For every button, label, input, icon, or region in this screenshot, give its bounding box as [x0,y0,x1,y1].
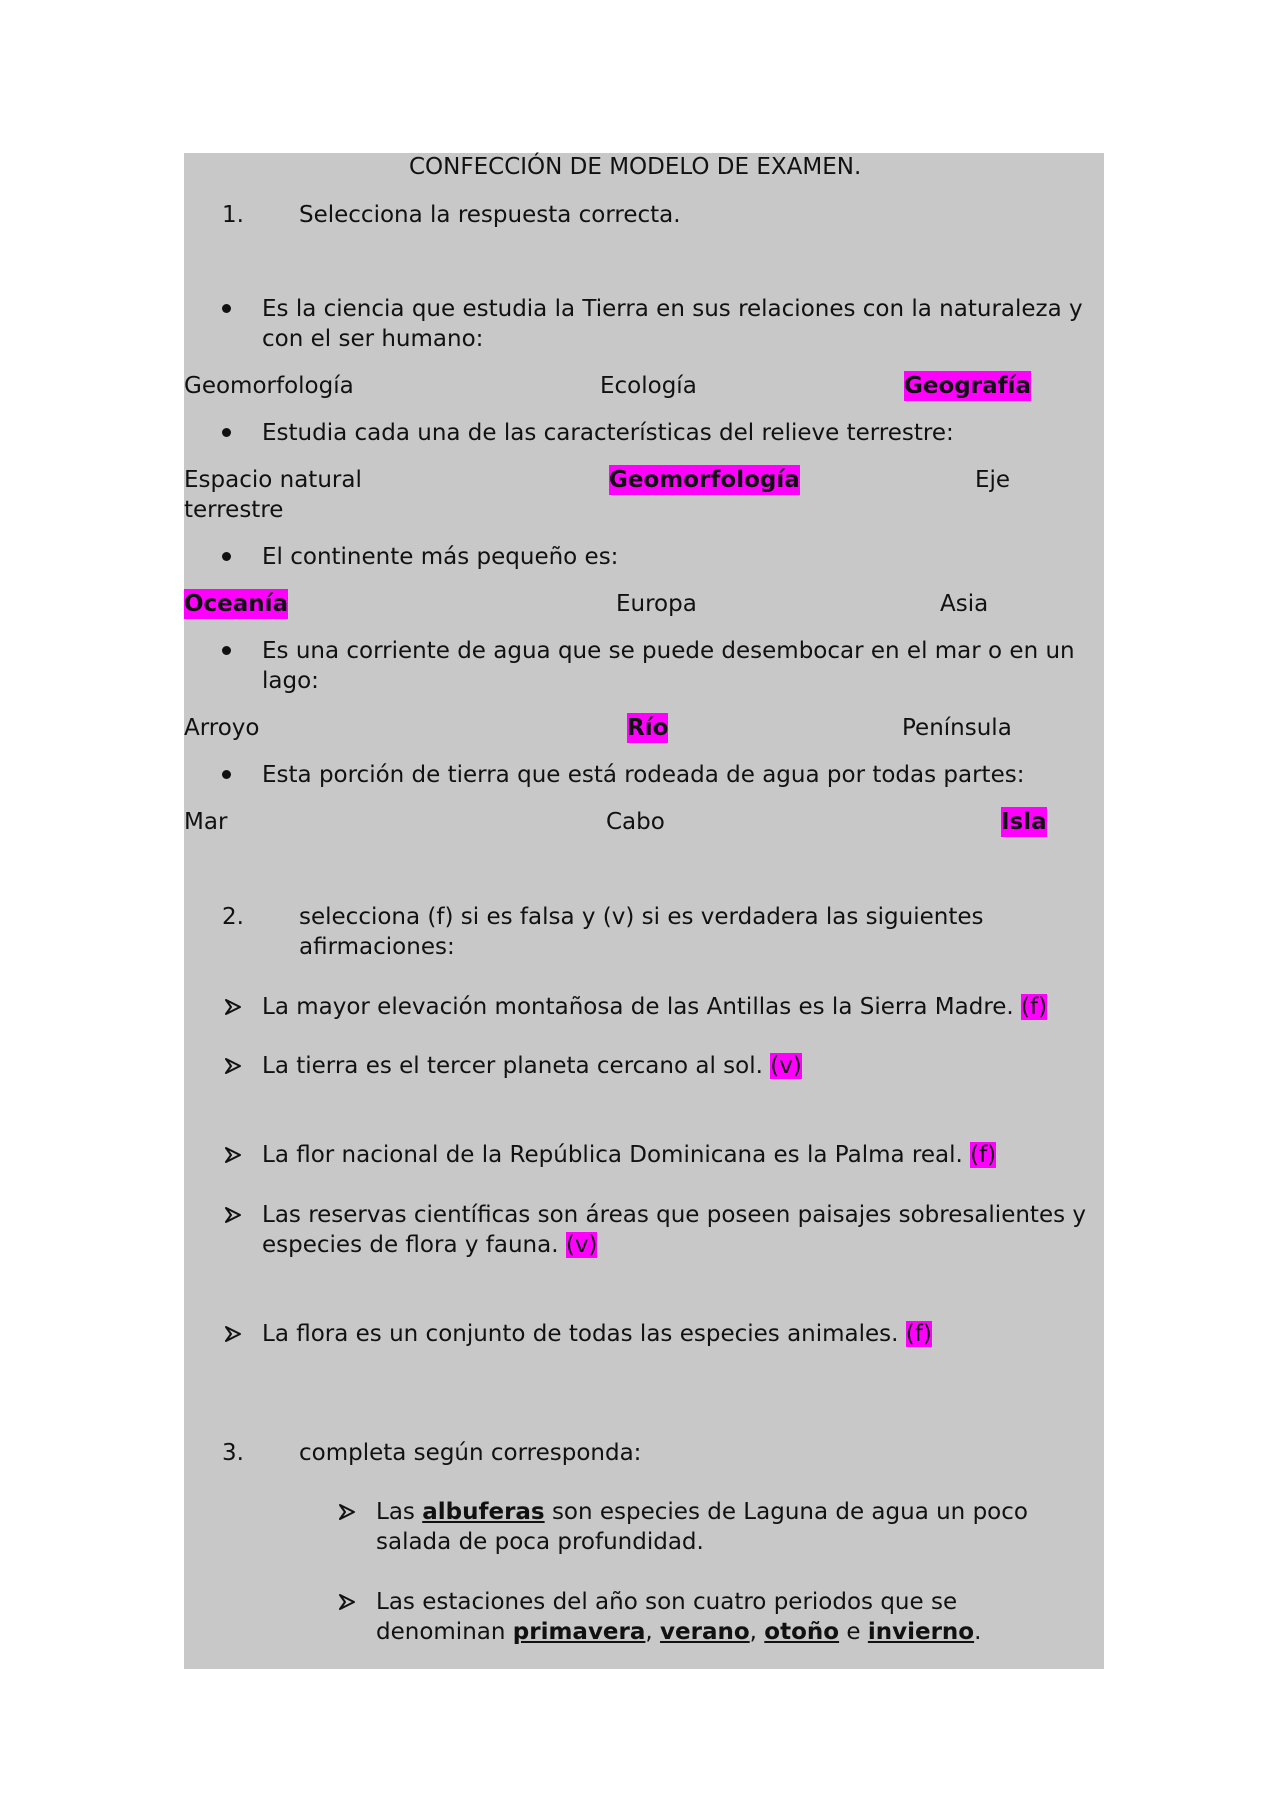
item2-before: Las estaciones del año son cuatro periodos que se denominan [376,1589,958,1645]
item2-end: . [974,1619,982,1645]
statement-3-mark: (f) [970,1142,997,1168]
section2-heading: selecciona (f) si es falsa y (v) si es verdadera las siguientes afirmaciones: [299,904,984,960]
q1-option-3-correct: Geografía [904,373,1032,399]
question-4-text: Es una corriente de agua que se puede desembocar en el mar o en un lago: [262,638,1075,694]
completion-item-1 [376,1497,1076,1557]
item1-after: son especies de Laguna de agua un poco salada de poca profundidad. [376,1499,1028,1555]
q1-option-2: Ecología [600,373,697,399]
q5-option-3-correct: Isla [1001,809,1047,835]
arrow-bullet-icon [338,1503,356,1521]
section2-number: 2. [222,904,244,930]
q3-option-2: Europa [616,591,697,617]
item1-before: Las [376,1499,415,1525]
statement-4-text: Las reservas científicas son áreas que poseen paisajes sobresalientes y especies de flora y fauna. [262,1202,1087,1258]
item2-answer-2: verano [660,1619,750,1645]
item2-sep-2: , [749,1619,757,1645]
q3-option-1-correct: Oceanía [184,591,289,617]
q3-option-3: Asia [940,591,989,617]
q5-option-1: Mar [184,809,228,835]
statement-4-mark: (v) [565,1232,598,1258]
statement-2-mark: (v) [770,1053,802,1079]
bullet-icon [222,428,231,437]
question-1-text: Es la ciencia que estudia la Tierra en sus relaciones con la naturaleza y con el ser humano: [262,296,1083,352]
item1-answer: albuferas [422,1499,545,1525]
statement-5-mark: (f) [905,1321,932,1347]
q4-option-3: Península [902,715,1012,741]
completion-item-2 [376,1587,1026,1647]
item2-answer-4: invierno [867,1619,975,1645]
statement-5 [262,1319,932,1349]
q2-option-1: Espacio natural [184,467,362,493]
arrow-bullet-icon [224,1146,242,1164]
q1-option-1: Geomorfología [184,373,354,399]
item2-answer-1: primavera [512,1619,646,1645]
question-5-text: Esta porción de tierra que está rodeada de agua por todas partes: [262,762,1025,788]
statement-2-text: La tierra es el tercer planeta cercano al sol. [262,1053,763,1079]
arrow-bullet-icon [224,1057,242,1075]
arrow-bullet-icon [224,998,242,1016]
exam-title: CONFECCIÓN DE MODELO DE EXAMEN. [409,154,862,180]
section1-heading: Selecciona la respuesta correcta. [299,202,681,228]
section3-heading: completa según corresponda: [299,1440,642,1466]
bullet-icon [222,552,231,561]
statement-2 [262,1051,802,1081]
arrow-bullet-icon [224,1325,242,1343]
statement-3 [262,1140,996,1170]
statement-1-mark: (f) [1021,994,1048,1020]
q5-option-2: Cabo [606,809,665,835]
q4-option-2-correct: Río [627,715,669,741]
section3-number: 3. [222,1440,244,1466]
arrow-bullet-icon [338,1593,356,1611]
statement-1 [262,992,1047,1022]
q2-option-3-line2: terrestre [184,497,284,523]
statement-4 [262,1200,1104,1260]
statement-1-text: La mayor elevación montañosa de las Antillas es la Sierra Madre. [262,994,1014,1020]
item2-answer-3: otoño [764,1619,840,1645]
statement-3-text: La flor nacional de la República Dominicana es la Palma real. [262,1142,963,1168]
question-3-text: El continente más pequeño es: [262,544,619,570]
arrow-bullet-icon [224,1206,242,1224]
q2-option-3-line1: Eje [975,467,1011,493]
bullet-icon [222,770,231,779]
bullet-icon [222,304,231,313]
bullet-icon [222,646,231,655]
section1-number: 1. [222,202,244,228]
question-2-text: Estudia cada una de las características del relieve terrestre: [262,420,954,446]
statement-5-text: La flora es un conjunto de todas las especies animales. [262,1321,899,1347]
item2-conj: e [846,1619,861,1645]
q4-option-1: Arroyo [184,715,260,741]
item2-sep-1: , [645,1619,653,1645]
q2-option-2-correct: Geomorfología [609,467,800,493]
